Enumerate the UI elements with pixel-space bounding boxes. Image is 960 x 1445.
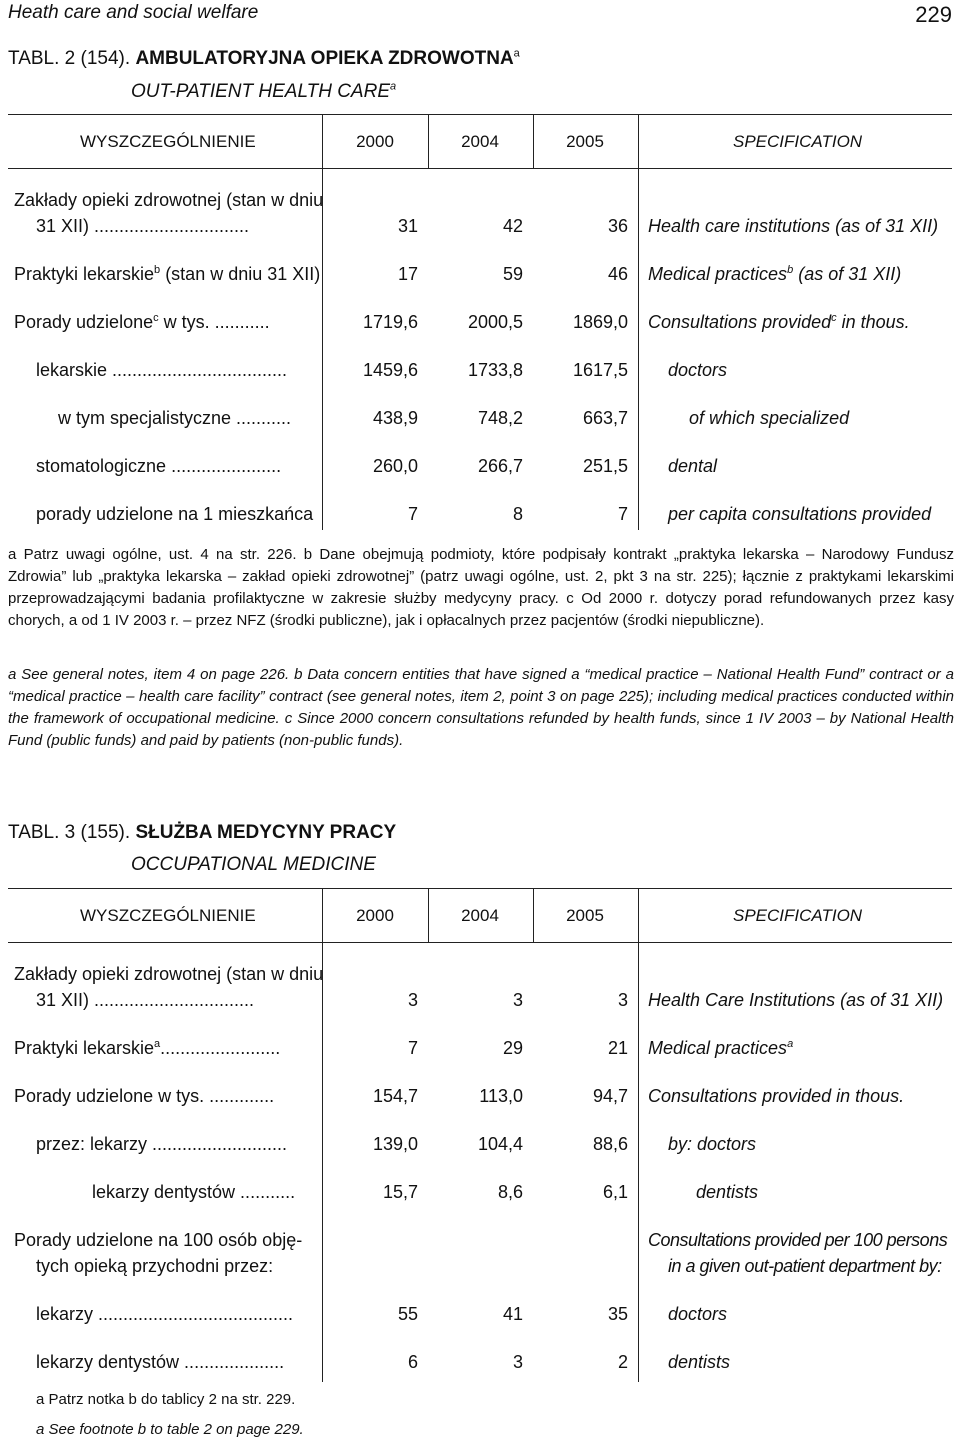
table-cell: 36 bbox=[607, 216, 628, 236]
table-row-spec bbox=[648, 1038, 793, 1059]
table-row-label: stomatologiczne ...................... bbox=[36, 456, 282, 476]
table-cell: 59 bbox=[502, 264, 523, 284]
table-row-spec: Consultations provided per 100 persons bbox=[648, 1230, 948, 1250]
table2-col-divider bbox=[533, 114, 534, 168]
table2-col-divider bbox=[428, 114, 429, 168]
table-cell: 260,0 bbox=[372, 456, 418, 476]
table3-col-header-2004: 2004 bbox=[461, 906, 499, 925]
table2-subtitle-sup: a bbox=[390, 80, 397, 93]
table-cell: 1617,5 bbox=[572, 360, 628, 380]
label-text: w tys. ........... bbox=[163, 312, 270, 332]
table-row-label: Zakłady opieki zdrowotnej (stan w dniu bbox=[14, 964, 324, 984]
table-row-spec: dentists bbox=[668, 1352, 731, 1372]
table-cell: 3 bbox=[512, 1352, 523, 1372]
label-text: Praktyki lekarskie bbox=[14, 264, 155, 284]
table-cell: 1869,0 bbox=[572, 312, 628, 332]
spec-text: (as of 31 XII) bbox=[798, 264, 902, 284]
table3-body-divider bbox=[322, 942, 323, 1382]
table3-col-divider bbox=[638, 888, 639, 942]
spec-text: Consultations provided bbox=[648, 312, 832, 332]
table2-col-header-2000: 2000 bbox=[356, 132, 394, 151]
table-cell: 55 bbox=[397, 1304, 418, 1324]
table2-title bbox=[8, 48, 520, 70]
table-cell: 3 bbox=[512, 990, 523, 1010]
table-row-label: lekarzy dentystów ........... bbox=[92, 1182, 296, 1202]
table-cell: 7 bbox=[617, 504, 628, 524]
label-sup: b bbox=[154, 264, 161, 276]
table-cell: 104,4 bbox=[477, 1134, 523, 1154]
table-row-spec: Consultations provided in thous. bbox=[648, 1086, 905, 1106]
table-cell: 31 bbox=[397, 216, 418, 236]
table2-footnote-pl: a Patrz uwagi ogólne, ust. 4 na str. 226. b Dane obejmują podmioty, które podpisały kontrakt „praktyka lekarska – Narodowy Fundusz Zdrowia” lub „praktyka lekarska – zakład opieki zdrowotnej” (patrz uwagi ogólne, ust. 2, pkt 3 na str. 225); łącznie z praktykami lekarskimi przeprowadzającymi badania profilaktyczne w zakresie służby medycyny pracy. c Od 2000 r. dotyczy porad refundowanych przez kasy chorych, a od 1 IV 2003 r. – przez NFZ (środki publiczne), jak i opłacalnych przez pacjentów (środki niepubliczne). bbox=[8, 546, 954, 629]
table3-col-header-2000: 2000 bbox=[356, 906, 394, 925]
table3-title-bold: SŁUŻBA MEDYCYNY PRACY bbox=[135, 822, 397, 843]
table2-footnote-en: a See general notes, item 4 on page 226. b Data concern entities that have signed a “medical practice – National Health Fund” contract or a “medical practice – health care facility” contract (see general notes, item 2, point 3 on page 225); including medical practices conducted within the framework of occupational medicine. c Since 2000 concern consultations refunded by health funds, since 1 IV 2003 – by National Health Fund (public funds) and paid by patients (non-public funds). bbox=[8, 666, 954, 749]
table-cell: 6 bbox=[407, 1352, 418, 1372]
page-number: 229 bbox=[915, 2, 952, 27]
table-row-label: 31 XII) ................................ bbox=[36, 990, 255, 1010]
table-row-spec: dentists bbox=[696, 1182, 759, 1202]
table-row-spec: per capita consultations provided bbox=[668, 504, 932, 524]
table2-title-prefix: TABL. 2 (154). bbox=[8, 48, 131, 69]
table-cell: 2000,5 bbox=[467, 312, 523, 332]
table2-col-header-2004: 2004 bbox=[461, 132, 499, 151]
table-row-spec: dental bbox=[668, 456, 718, 476]
table-row-label bbox=[14, 312, 270, 333]
table-cell: 17 bbox=[397, 264, 418, 284]
table-cell: 438,9 bbox=[372, 408, 418, 428]
table3-col-divider bbox=[533, 888, 534, 942]
spec-sup: a bbox=[787, 1038, 794, 1050]
table-row-label: 31 XII) ............................... bbox=[36, 216, 250, 236]
table-cell: 154,7 bbox=[372, 1086, 418, 1106]
table-row-spec: doctors bbox=[668, 1304, 728, 1324]
spec-text: Medical practices bbox=[648, 264, 788, 284]
table-cell: 35 bbox=[607, 1304, 628, 1324]
label-text: Praktyki lekarskie bbox=[14, 1038, 155, 1058]
table2-col-header-2005: 2005 bbox=[566, 132, 604, 151]
table-row-spec: Health care institutions (as of 31 XII) bbox=[648, 216, 939, 236]
table-row-label: tych opieką przychodni przez: bbox=[36, 1256, 274, 1276]
table-cell: 3 bbox=[617, 990, 628, 1010]
table-cell: 3 bbox=[407, 990, 418, 1010]
table-cell: 41 bbox=[502, 1304, 523, 1324]
spec-text: in thous. bbox=[841, 312, 910, 332]
table-row-spec bbox=[648, 312, 910, 333]
table2-col-header-spec-pl: WYSZCZEGÓLNIENIE bbox=[80, 132, 256, 151]
table3-top-rule bbox=[8, 888, 952, 889]
spec-text: Medical practices bbox=[648, 1038, 788, 1058]
spec-sup: c bbox=[831, 312, 837, 324]
table-cell: 113,0 bbox=[479, 1086, 523, 1106]
table-cell: 42 bbox=[502, 216, 523, 236]
table-row-label: przez: lekarzy ........................... bbox=[36, 1134, 288, 1154]
table2-title-bold: AMBULATORYJNA OPIEKA ZDROWOTNA bbox=[135, 48, 514, 69]
table2-body-divider bbox=[322, 168, 323, 530]
table-cell: 6,1 bbox=[602, 1182, 628, 1202]
table-row-label bbox=[14, 264, 320, 285]
table-cell: 2 bbox=[617, 1352, 628, 1372]
table-row-spec: Health Care Institutions (as of 31 XII) bbox=[648, 990, 944, 1010]
table2-subtitle bbox=[131, 81, 396, 103]
table-cell: 88,6 bbox=[592, 1134, 628, 1154]
table-row-label: lekarzy ....................................... bbox=[36, 1304, 294, 1324]
table-cell: 8 bbox=[512, 504, 523, 524]
table2-col-divider bbox=[322, 114, 323, 168]
table3-col-divider bbox=[428, 888, 429, 942]
table-row-label bbox=[14, 1038, 280, 1059]
label-sup: a bbox=[154, 1038, 161, 1050]
table-cell: 7 bbox=[407, 504, 418, 524]
table-row-spec: in a given out-patient department by: bbox=[668, 1256, 942, 1276]
table2-body-divider bbox=[638, 168, 639, 530]
table-cell: 1719,6 bbox=[362, 312, 418, 332]
table3-col-header-2005: 2005 bbox=[566, 906, 604, 925]
table-cell: 266,7 bbox=[477, 456, 523, 476]
table-row-label: lekarzy dentystów .................... bbox=[36, 1352, 285, 1372]
table-row-label: Porady udzielone na 100 osób obję- bbox=[14, 1230, 303, 1250]
table3-col-header-spec-en: SPECIFICATION bbox=[733, 906, 863, 925]
table3-body-divider bbox=[638, 942, 639, 1382]
table3-title bbox=[8, 822, 396, 844]
table2-title-sup: a bbox=[513, 47, 520, 60]
table2-header-rule bbox=[8, 168, 952, 169]
table3-footnote-pl: a Patrz notka b do tablicy 2 na str. 229. bbox=[36, 1391, 296, 1408]
table-cell: 663,7 bbox=[582, 408, 628, 428]
running-header: Heath care and social welfare bbox=[8, 2, 259, 23]
table3-col-divider bbox=[322, 888, 323, 942]
label-text: ........................ bbox=[160, 1038, 281, 1058]
table-cell: 94,7 bbox=[592, 1086, 628, 1106]
label-sup: c bbox=[153, 312, 159, 324]
table-row-spec: doctors bbox=[668, 360, 728, 380]
table2-col-header-spec-en: SPECIFICATION bbox=[733, 132, 863, 151]
table-cell: 29 bbox=[502, 1038, 523, 1058]
table2-col-divider bbox=[638, 114, 639, 168]
table3-col-header-spec-pl: WYSZCZEGÓLNIENIE bbox=[80, 906, 256, 925]
table2-subtitle-text: OUT-PATIENT HEALTH CARE bbox=[131, 81, 390, 102]
table3-footnote-en: a See footnote b to table 2 on page 229. bbox=[36, 1421, 304, 1438]
table-row-label: lekarskie ................................... bbox=[36, 360, 288, 380]
table-row-label: Porady udzielone w tys. ............. bbox=[14, 1086, 275, 1106]
table-cell: 7 bbox=[407, 1038, 418, 1058]
table-cell: 748,2 bbox=[477, 408, 523, 428]
table-cell: 8,6 bbox=[497, 1182, 523, 1202]
table-cell: 1733,8 bbox=[467, 360, 523, 380]
table2-top-rule bbox=[8, 114, 952, 115]
table3-header-rule bbox=[8, 942, 952, 943]
label-text: Porady udzielone bbox=[14, 312, 154, 332]
table-row-spec: by: doctors bbox=[668, 1134, 757, 1154]
table-row-label: w tym specjalistyczne ........... bbox=[58, 408, 292, 428]
table-row-spec bbox=[648, 264, 901, 285]
label-text: (stan w dniu 31 XII) bbox=[165, 264, 321, 284]
spec-sup: b bbox=[787, 264, 794, 276]
table-cell: 21 bbox=[607, 1038, 628, 1058]
table-cell: 1459,6 bbox=[362, 360, 418, 380]
table-row-spec: of which specialized bbox=[689, 408, 850, 428]
table-cell: 46 bbox=[607, 264, 628, 284]
table-cell: 15,7 bbox=[382, 1182, 418, 1202]
table3-title-prefix: TABL. 3 (155). bbox=[8, 822, 131, 843]
table-cell: 139,0 bbox=[372, 1134, 418, 1154]
table-cell: 251,5 bbox=[582, 456, 628, 476]
table-row-label: porady udzielone na 1 mieszkańca bbox=[36, 504, 314, 524]
table3-subtitle: OCCUPATIONAL MEDICINE bbox=[131, 854, 376, 875]
table-row-label: Zakłady opieki zdrowotnej (stan w dniu bbox=[14, 190, 324, 210]
